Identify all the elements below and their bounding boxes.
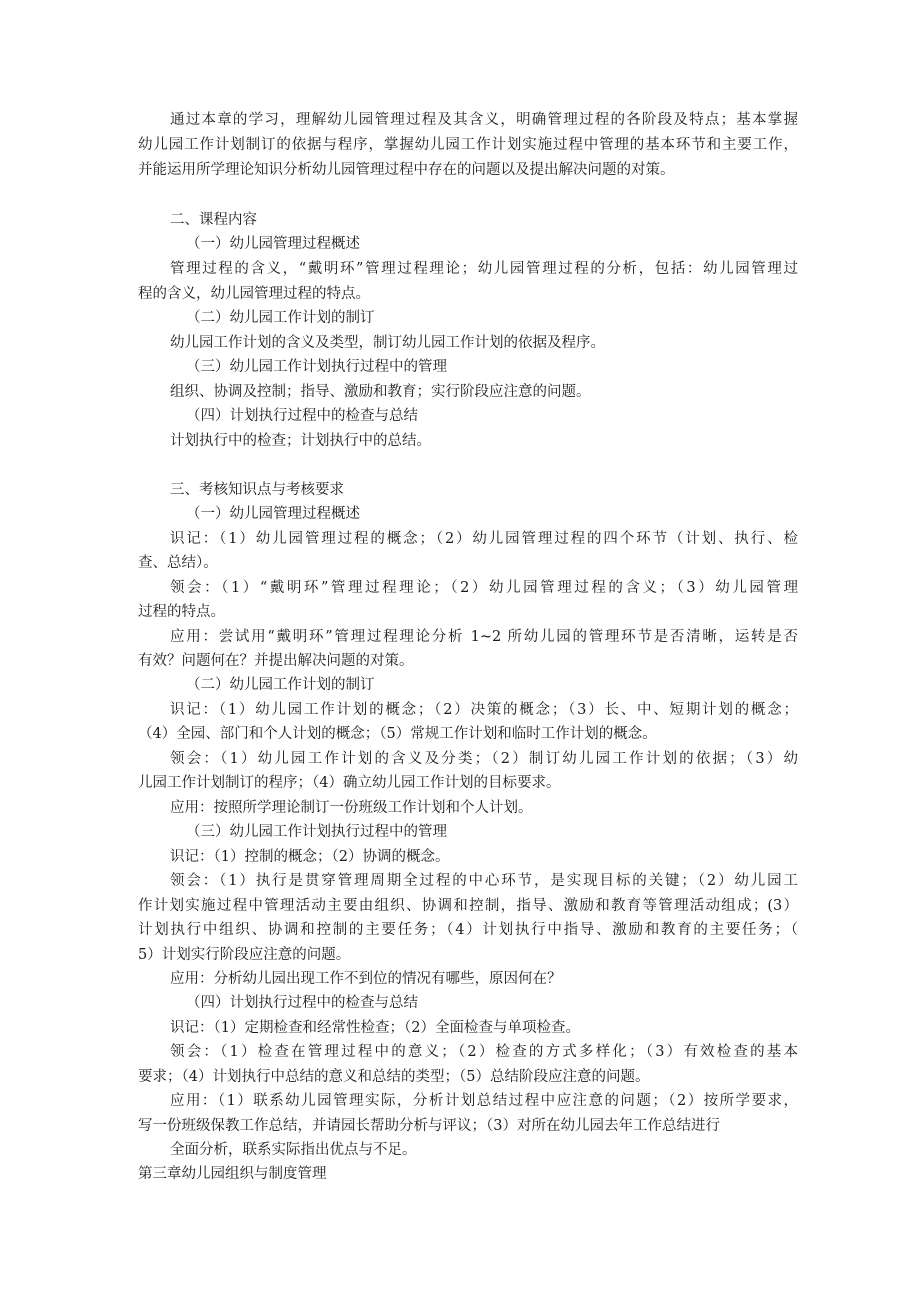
course-body-3: 组织、协调及控制；指导、激励和教育；实行阶段应注意的问题。 <box>170 384 591 400</box>
a4-linghui-line-2: 要求；（4）计划执行中总结的意义和总结的类型；（5）总结阶段应注意的问题。 <box>138 1069 650 1085</box>
course-body-1-line-2: 程的含义，幼儿园管理过程的特点。 <box>138 286 370 302</box>
a1-linghui-line-2: 过程的特点。 <box>138 604 225 620</box>
a3-yingyong: 应用：分析幼儿园出现工作不到位的情况有哪些，原因何在？ <box>170 971 562 987</box>
a3-linghui-line-2: 作计划实施过程中管理活动主要由组织、协调和控制，指导、激励和教育等管理活动组成；(3） <box>138 898 798 914</box>
course-subheading-3: （三）幼儿园工作计划执行过程中的管理 <box>186 359 447 375</box>
a4-yingyong-line-3: 全面分析，联系实际指出优点与不足。 <box>170 1142 417 1158</box>
course-subheading-2: （二）幼儿园工作计划的制订 <box>186 310 375 326</box>
a3-linghui-line-1: 领会：（1）执行是贯穿管理周期全过程的中心环节，是实现目标的关键；（2）幼儿园工 <box>170 873 798 889</box>
course-body-1-line-1: 管理过程的含义，“戴明环”管理过程理论；幼儿园管理过程的分析，包括：幼儿园管理过 <box>170 261 798 277</box>
section-heading-course-content: 二、课程内容 <box>170 212 257 228</box>
a1-shiji-line-2: 查、总结）。 <box>138 555 218 571</box>
course-body-2: 幼儿园工作计划的含义及类型，制订幼儿园工作计划的依据及程序。 <box>170 335 605 351</box>
a3-linghui-line-4: 5）计划实行阶段应注意的问题。 <box>138 947 351 963</box>
assessment-subheading-3: （三）幼儿园工作计划执行过程中的管理 <box>186 824 447 840</box>
objectives-line-1: 通过本章的学习，理解幼儿园管理过程及其含义，明确管理过程的各阶段及特点；基本掌握 <box>170 112 798 128</box>
a2-shiji-line-2: （4）全园、部门和个人计划的概念；（5）常规工作计划和临时工作计划的概念。 <box>138 726 657 742</box>
next-chapter-title: 第三章幼儿园组织与制度管理 <box>138 1166 327 1182</box>
a4-yingyong-line-2: 写一份班级保教工作总结，并请园长帮助分析与评议；（3）对所在幼儿园去年工作总结进行 <box>138 1118 720 1134</box>
assessment-subheading-1: （一）幼儿园管理过程概述 <box>186 506 360 522</box>
a4-shiji: 识记：（1）定期检查和经常性检查；（2）全面检查与单项检查。 <box>170 1020 580 1036</box>
a4-yingyong-line-1: 应用：（1）联系幼儿园管理实际，分析计划总结过程中应注意的问题；（2）按所学要求， <box>170 1093 798 1109</box>
a1-yingyong-line-2: 有效？问题何在？并提出解决问题的对策。 <box>138 653 414 669</box>
a2-shiji-line-1: 识记：（1）幼儿园工作计划的概念；（2）决策的概念；（3）长、中、短期计划的概念； <box>170 702 798 718</box>
section-heading-assessment: 三、考核知识点与考核要求 <box>170 482 344 498</box>
assessment-subheading-4: （四）计划执行过程中的检查与总结 <box>186 995 418 1011</box>
a1-linghui-line-1: 领会：（1）“戴明环”管理过程理论；（2）幼儿园管理过程的含义；（3）幼儿园管理 <box>170 580 798 596</box>
a4-linghui-line-1: 领会：（1）检查在管理过程中的意义；（2）检查的方式多样化；（3）有效检查的基本 <box>170 1044 798 1060</box>
a3-shiji: 识记：（1）控制的概念；（2）协调的概念。 <box>170 849 450 865</box>
a1-shiji-line-1: 识记：（1）幼儿园管理过程的概念；（2）幼儿园管理过程的四个环节（计划、执行、检 <box>170 531 798 547</box>
a2-linghui-line-2: 儿园工作计划制订的程序；（4）确立幼儿园工作计划的目标要求。 <box>138 775 561 791</box>
a2-linghui-line-1: 领会：（1）幼儿园工作计划的含义及分类；（2）制订幼儿园工作计划的依据；（3）幼 <box>170 751 798 767</box>
objectives-line-2: 幼儿园工作计划制订的依据与程序，掌握幼儿园工作计划实施过程中管理的基本环节和主要工作， <box>138 137 798 153</box>
course-body-4: 计划执行中的检查；计划执行中的总结。 <box>170 433 431 449</box>
course-subheading-1: （一）幼儿园管理过程概述 <box>186 236 360 252</box>
a2-yingyong: 应用：按照所学理论制订一份班级工作计划和个人计划。 <box>170 800 533 816</box>
assessment-subheading-2: （二）幼儿园工作计划的制订 <box>186 677 375 693</box>
a3-linghui-line-3: 计划执行中组织、协调和控制的主要任务；（4）计划执行中指导、激励和教育的主要任务；（ <box>138 922 798 938</box>
course-subheading-4: （四）计划执行过程中的检查与总结 <box>186 408 418 424</box>
objectives-line-3: 并能运用所学理论知识分析幼儿园管理过程中存在的问题以及提出解决问题的对策。 <box>138 162 675 178</box>
a1-yingyong-line-1: 应用：尝试用“戴明环”管理过程理论分析 1~2 所幼儿园的管理环节是否清晰，运转是否 <box>170 629 798 645</box>
